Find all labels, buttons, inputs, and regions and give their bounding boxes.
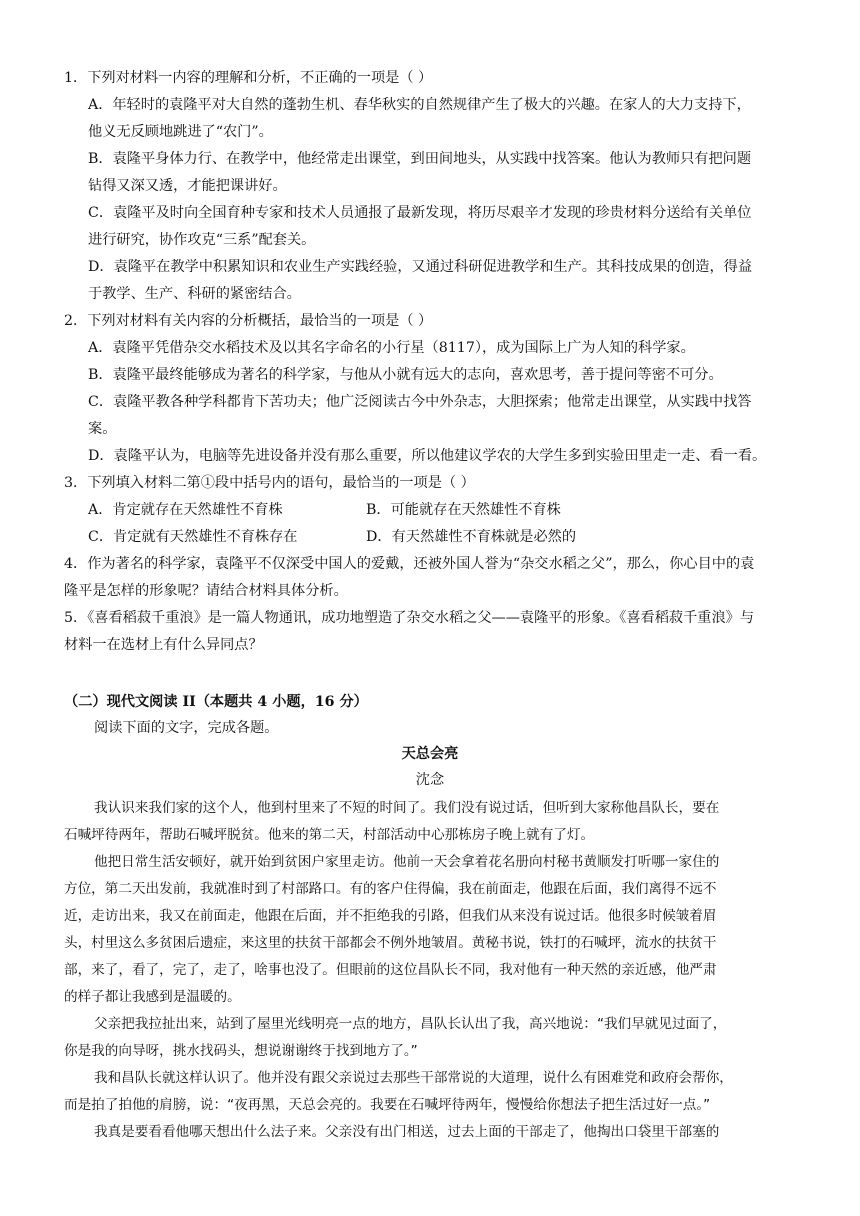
- q1-option-b: B．袁隆平身体力行、在教学中，他经常走出课堂，到田间地头，从实践中找答案。他认为教师只有把问题: [88, 151, 752, 167]
- q2-option-b: B．袁隆平最终能够成为著名的科学家，与他从小就有远大的志向，喜欢思考，善于提问等密不可分。: [88, 367, 723, 383]
- q1-option-c-cont: 进行研究，协作攻克“三系”配套关。: [88, 232, 316, 248]
- section-heading: （二）现代文阅读 II（本题共 4 小题，16 分）: [64, 694, 368, 710]
- q4-line-2: 隆平是怎样的形象呢？请结合材料具体分析。: [64, 583, 348, 599]
- passage-p5-line-1: 我真是要看看他哪天想出什么法子来。父亲没有出门相送，过去上面的干部走了，他掏出口袋里干部塞的: [94, 1124, 720, 1140]
- passage-p2-line-4: 头，村里这么多贫困后遗症，来这里的扶贫干部都会不例外地皱眉。黄秘书说，铁打的石喊坪，流水的扶贫干: [64, 935, 717, 951]
- passage-p2-line-6: 的样子都让我感到是温暖的。: [64, 989, 241, 1005]
- q1-option-b-cont: 钻得又深又透，才能把课讲好。: [88, 178, 287, 194]
- q1-option-a-cont: 他义无反顾地跳进了“农门”。: [88, 124, 273, 140]
- passage-p3-line-2: 你是我的向导呀，挑水找码头，想说谢谢终于找到地方了。”: [64, 1043, 418, 1059]
- passage-p2-line-3: 近，走访出来，我又在前面走，他跟在后面，并不拒绝我的引路，但我们从来没有说过话。他很多时候皱着眉: [64, 908, 717, 924]
- q3-option-b: B．可能就存在天然雄性不育株: [366, 502, 561, 518]
- q4-line-1: 4．作为著名的科学家，袁隆平不仅深受中国人的爱戴，还被外国人誉为“杂交水稻之父”，那么，你心目中的袁: [64, 556, 755, 572]
- section-instruction: 阅读下面的文字，完成各题。: [94, 720, 279, 736]
- q3-stem: 3．下列填入材料二第①段中括号内的语句，最恰当的一项是（ ）: [64, 475, 475, 491]
- q2-option-d: D．袁隆平认为，电脑等先进设备并没有那么重要，所以他建议学农的大学生多到实验田里走一走、看一看。: [88, 448, 767, 464]
- q1-option-c: C．袁隆平及时向全国育种专家和技术人员通报了最新发现，将历尽艰辛才发现的珍贵材料分送给有关单位: [88, 205, 752, 221]
- passage-p4-line-1: 我和昌队长就这样认识了。他并没有跟父亲说过去那些干部常说的大道理，说什么有困难党和政府会帮你，: [94, 1070, 733, 1086]
- passage-p2-line-2: 方位，第二天出发前，我就准时到了村部路口。有的客户住得偏，我在前面走，他跟在后面，我们离得不远不: [64, 881, 717, 897]
- passage-p2-line-5: 部，来了，看了，完了，走了，啥事也没了。但眼前的这位昌队长不同，我对他有一种天然的亲近感，他严肃: [64, 962, 717, 978]
- q1-option-a: A．年轻时的袁隆平对大自然的蓬勃生机、春华秋实的自然规律产生了极大的兴趣。在家人的大力支持下，: [88, 97, 751, 113]
- q3-option-c: C．肯定就有天然雄性不育株存在: [88, 529, 298, 545]
- q5-line-1: 5．《喜看稻菽千重浪》是一篇人物通讯，成功地塑造了杂交水稻之父——袁隆平的形象。《喜看稻菽千重浪》与: [64, 610, 755, 626]
- passage-title: 天总会亮: [401, 746, 459, 762]
- q2-option-a: A．袁隆平凭借杂交水稻技术及以其名字命名的小行星（8117），成为国际上广为人知的科学家。: [88, 340, 695, 356]
- q3-option-d: D．有天然雄性不育株就是必然的: [366, 529, 577, 545]
- q2-option-c-cont: 案。: [88, 421, 117, 437]
- passage-author: 沈念: [415, 772, 445, 788]
- q2-stem: 2．下列对材料有关内容的分析概括，最恰当的一项是（ ）: [64, 313, 433, 329]
- passage-p4-line-2: 而是拍了拍他的肩膀，说：“夜再黑，天总会亮的。我要在石喊坪待两年，慢慢给你想法子把生活过好一点。”: [64, 1097, 711, 1113]
- passage-p1-line-1: 我认识来我们家的这个人，他到村里来了不短的时间了。我们没有说过话，但听到大家称他昌队长，要在: [94, 800, 720, 816]
- q1-stem: 1．下列对材料一内容的理解和分析，不正确的一项是（ ）: [64, 70, 433, 86]
- q1-option-d-cont: 于教学、生产、科研的紧密结合。: [88, 286, 301, 302]
- passage-p2-line-1: 他把日常生活安顿好，就开始到贫困户家里走访。他前一天会拿着花名册向村秘书黄顺发打听哪一家住的: [94, 854, 720, 870]
- q3-option-a: A．肯定就存在天然雄性不育株: [88, 502, 283, 518]
- q2-option-c: C．袁隆平教各种学科都肯下苦功夫；他广泛阅读古今中外杂志，大胆探索；他常走出课堂，从实践中找答: [88, 394, 752, 410]
- passage-p3-line-1: 父亲把我拉扯出来，站到了屋里光线明亮一点的地方，昌队长认出了我，高兴地说：“我们早就见过面了，: [94, 1016, 727, 1032]
- q5-line-2: 材料一在选材上有什么异同点？: [64, 637, 263, 653]
- q1-option-d: D．袁隆平在教学中积累知识和农业生产实践经验，又通过科研促进教学和生产。其科技成果的创造，得益: [88, 259, 753, 275]
- passage-p1-line-2: 石喊坪待两年，帮助石喊坪脱贫。他来的第二天，村部活动中心那栋房子晚上就有了灯。: [64, 827, 595, 843]
